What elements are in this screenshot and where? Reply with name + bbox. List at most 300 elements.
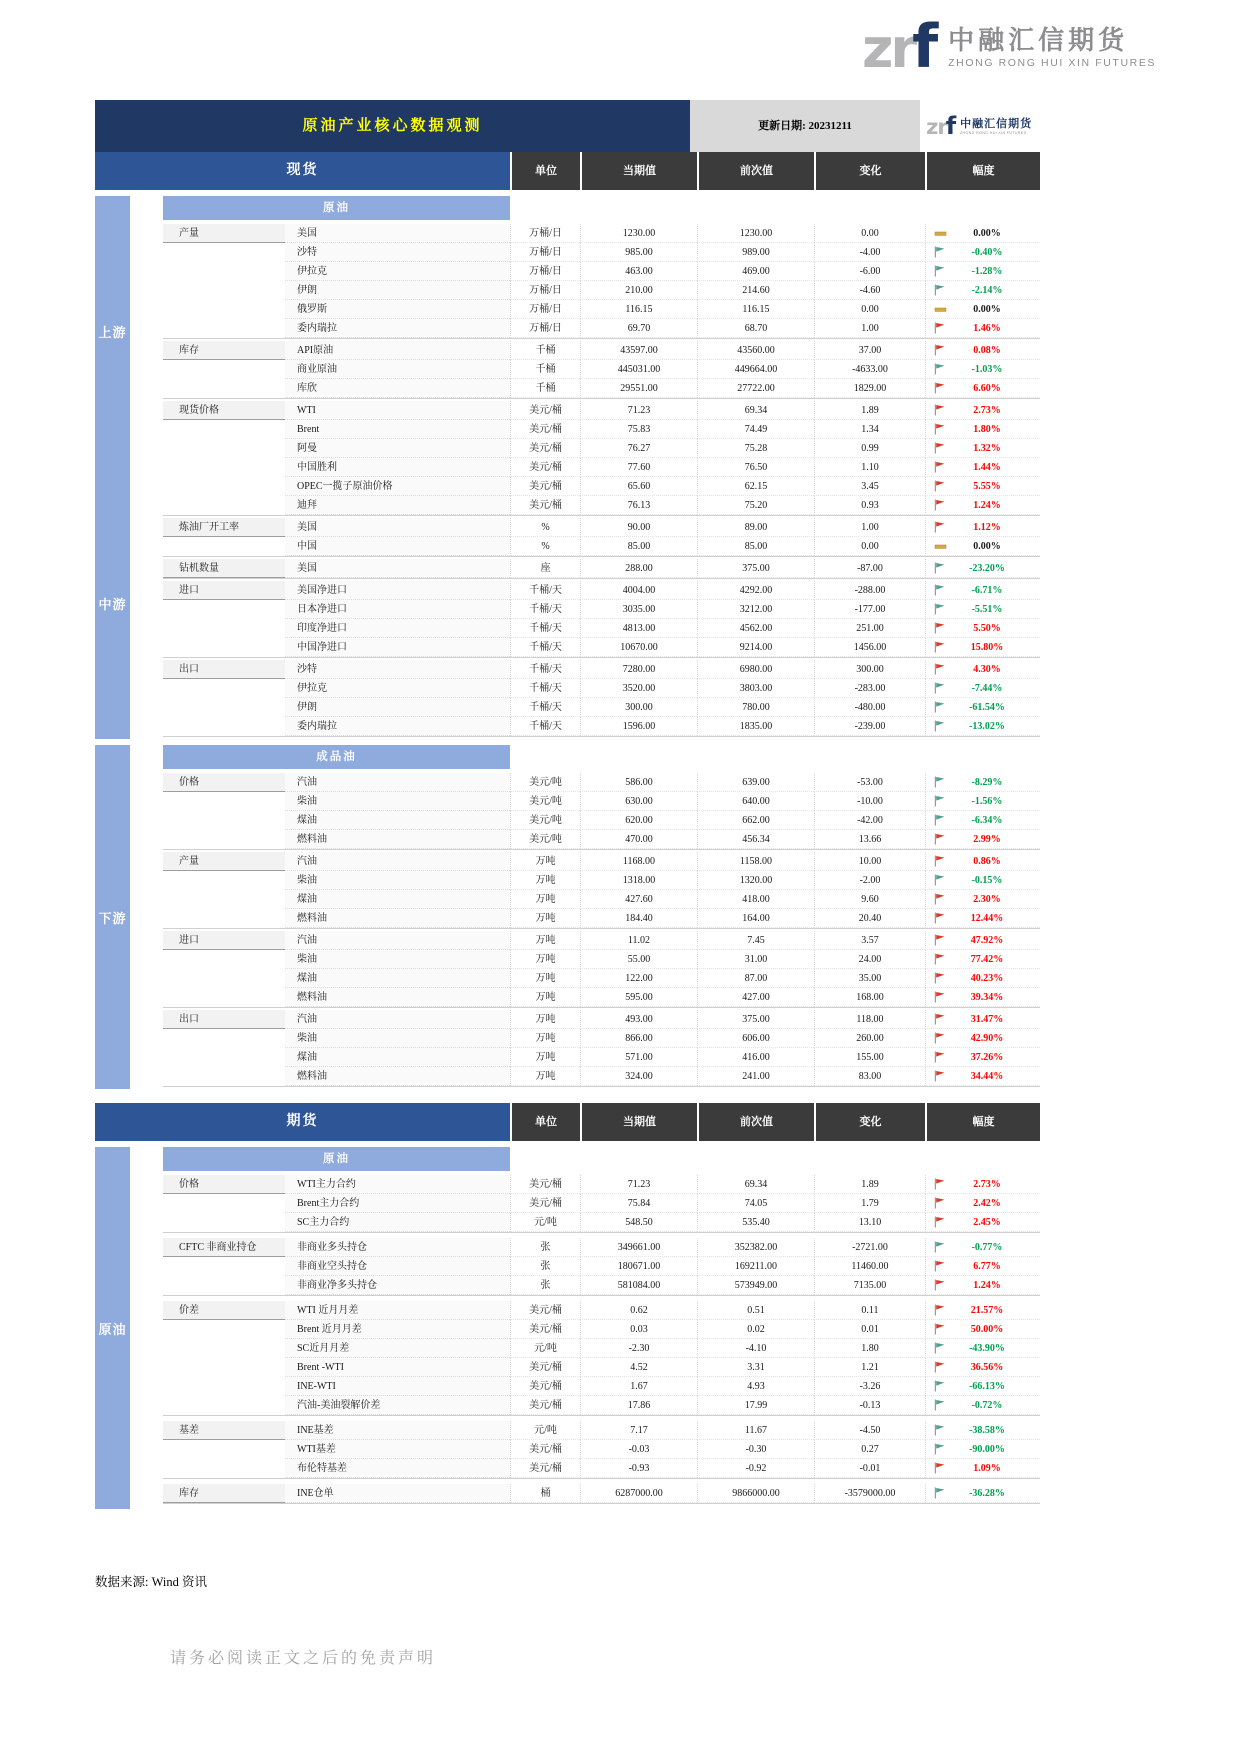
item-label: 俄罗斯 bbox=[285, 300, 510, 319]
table-row bbox=[163, 830, 1040, 849]
previous-value: 469.00 bbox=[697, 262, 814, 281]
change-value: 1.89 bbox=[814, 1175, 925, 1194]
item-label: 迪拜 bbox=[285, 496, 510, 515]
current-value: 349661.00 bbox=[580, 1238, 697, 1257]
change-value: 1456.00 bbox=[814, 638, 925, 657]
unit-cell: 千桶 bbox=[510, 341, 580, 360]
table-row bbox=[163, 496, 1040, 515]
unit-cell: 万桶/日 bbox=[510, 300, 580, 319]
previous-value: 352382.00 bbox=[697, 1238, 814, 1257]
pct-cell bbox=[925, 1440, 1040, 1459]
change-value: 9.60 bbox=[814, 890, 925, 909]
pct-cell bbox=[925, 420, 1040, 439]
item-label: 柴油 bbox=[285, 871, 510, 890]
pct-value: 34.44% bbox=[970, 1070, 1004, 1082]
table-row bbox=[163, 518, 1040, 537]
pct-cell bbox=[925, 581, 1040, 600]
up-flag-icon bbox=[934, 1032, 948, 1044]
pct-cell bbox=[925, 1238, 1040, 1257]
current-value: 85.00 bbox=[580, 537, 697, 556]
pct-cell bbox=[925, 1301, 1040, 1320]
table-row bbox=[163, 1440, 1040, 1459]
pct-value: 1.24% bbox=[973, 1279, 1001, 1291]
pct-value: 2.73% bbox=[973, 1178, 1001, 1190]
pct-value: -2.14% bbox=[971, 284, 1003, 296]
current-value: 29551.00 bbox=[580, 379, 697, 398]
item-label: 燃料油 bbox=[285, 909, 510, 928]
pct-cell bbox=[925, 773, 1040, 792]
item-label: 库欣 bbox=[285, 379, 510, 398]
pct-value: -0.40% bbox=[971, 246, 1003, 258]
unit-cell: 万吨 bbox=[510, 950, 580, 969]
unit-cell: 千桶/天 bbox=[510, 679, 580, 698]
previous-value: 27722.00 bbox=[697, 379, 814, 398]
category-cell: 进口 bbox=[163, 581, 285, 600]
table-row bbox=[163, 420, 1040, 439]
pct-value: -8.29% bbox=[971, 776, 1003, 788]
change-value: 1.21 bbox=[814, 1358, 925, 1377]
table-row bbox=[163, 300, 1040, 319]
pct-cell bbox=[925, 262, 1040, 281]
item-label: 非商业空头持仓 bbox=[285, 1257, 510, 1276]
current-value: 7.17 bbox=[580, 1421, 697, 1440]
category-cell: 库存 bbox=[163, 1484, 285, 1503]
current-value: 180671.00 bbox=[580, 1257, 697, 1276]
pct-cell bbox=[925, 1421, 1040, 1440]
item-label: 印度净进口 bbox=[285, 619, 510, 638]
pct-value: 1.32% bbox=[973, 442, 1001, 454]
section-sidebar bbox=[95, 196, 130, 739]
unit-cell: 美元/桶 bbox=[510, 458, 580, 477]
unit-cell: 千桶/天 bbox=[510, 581, 580, 600]
previous-value: 416.00 bbox=[697, 1048, 814, 1067]
change-value: 0.00 bbox=[814, 537, 925, 556]
item-label: 商业原油 bbox=[285, 360, 510, 379]
item-label: SC近月月差 bbox=[285, 1339, 510, 1358]
down-flag-icon bbox=[934, 1424, 948, 1436]
data-group bbox=[163, 581, 1040, 658]
unit-cell: 万吨 bbox=[510, 931, 580, 950]
down-flag-icon bbox=[934, 584, 948, 596]
change-value: -0.13 bbox=[814, 1396, 925, 1415]
category-cell bbox=[163, 360, 285, 379]
previous-value: 75.28 bbox=[697, 439, 814, 458]
column-header-pct: 幅度 bbox=[925, 1103, 1040, 1141]
current-value: 210.00 bbox=[580, 281, 697, 300]
table-row bbox=[163, 811, 1040, 830]
pct-value: 2.42% bbox=[973, 1197, 1001, 1209]
down-flag-icon bbox=[934, 1241, 948, 1253]
pct-value: 0.00% bbox=[973, 303, 1001, 315]
change-value: -10.00 bbox=[814, 792, 925, 811]
category-cell bbox=[163, 909, 285, 928]
page-title: 原油产业核心数据观测 bbox=[95, 100, 690, 152]
sidebar-label: 原油 bbox=[98, 1321, 127, 1337]
change-value: 37.00 bbox=[814, 341, 925, 360]
table-row bbox=[163, 1194, 1040, 1213]
previous-value: 116.15 bbox=[697, 300, 814, 319]
item-label: 汽油 bbox=[285, 1010, 510, 1029]
previous-value: 375.00 bbox=[697, 559, 814, 578]
section-content bbox=[163, 745, 1040, 1089]
change-value: -0.01 bbox=[814, 1459, 925, 1478]
unit-cell: 美元/桶 bbox=[510, 1175, 580, 1194]
current-value: 445031.00 bbox=[580, 360, 697, 379]
table-row bbox=[163, 619, 1040, 638]
previous-value: -0.30 bbox=[697, 1440, 814, 1459]
pct-cell bbox=[925, 1377, 1040, 1396]
previous-value: 74.49 bbox=[697, 420, 814, 439]
flat-dash-icon bbox=[934, 305, 948, 314]
item-label: WTI主力合约 bbox=[285, 1175, 510, 1194]
current-value: 184.40 bbox=[580, 909, 697, 928]
down-flag-icon bbox=[934, 246, 948, 258]
category-cell: 库存 bbox=[163, 341, 285, 360]
category-cell bbox=[163, 1257, 285, 1276]
item-label: INE-WTI bbox=[285, 1377, 510, 1396]
pct-value: 47.92% bbox=[970, 934, 1004, 946]
brand-logo bbox=[862, 12, 1157, 82]
table-row bbox=[163, 988, 1040, 1007]
pct-value: -7.44% bbox=[971, 682, 1003, 694]
pct-value: 15.80% bbox=[970, 641, 1004, 653]
current-value: 548.50 bbox=[580, 1213, 697, 1232]
unit-cell: 万吨 bbox=[510, 1029, 580, 1048]
table-row bbox=[163, 1358, 1040, 1377]
previous-value: 31.00 bbox=[697, 950, 814, 969]
current-value: 1596.00 bbox=[580, 717, 697, 736]
table-row bbox=[163, 1257, 1040, 1276]
brand-names bbox=[948, 25, 1157, 69]
pct-cell bbox=[925, 496, 1040, 515]
category-cell bbox=[163, 1339, 285, 1358]
table-row bbox=[163, 319, 1040, 338]
previous-value: 69.34 bbox=[697, 401, 814, 420]
previous-value: 3212.00 bbox=[697, 600, 814, 619]
change-value: 1.00 bbox=[814, 518, 925, 537]
previous-value: 780.00 bbox=[697, 698, 814, 717]
unit-cell: 万桶/日 bbox=[510, 224, 580, 243]
current-value: 866.00 bbox=[580, 1029, 697, 1048]
change-value: -4633.00 bbox=[814, 360, 925, 379]
previous-value: 639.00 bbox=[697, 773, 814, 792]
previous-value: 1230.00 bbox=[697, 224, 814, 243]
table-header-row bbox=[95, 1103, 1040, 1141]
item-label: 伊拉克 bbox=[285, 679, 510, 698]
previous-value: -4.10 bbox=[697, 1339, 814, 1358]
up-flag-icon bbox=[934, 1304, 948, 1316]
change-value: 168.00 bbox=[814, 988, 925, 1007]
unit-cell: 万吨 bbox=[510, 909, 580, 928]
current-value: 1.67 bbox=[580, 1377, 697, 1396]
down-flag-icon bbox=[934, 562, 948, 574]
change-value: 0.11 bbox=[814, 1301, 925, 1320]
pct-value: 1.80% bbox=[973, 423, 1001, 435]
table-row bbox=[163, 969, 1040, 988]
item-label: OPEC一揽子原油价格 bbox=[285, 477, 510, 496]
category-cell bbox=[163, 988, 285, 1007]
data-group bbox=[163, 852, 1040, 929]
unit-cell: 万桶/日 bbox=[510, 281, 580, 300]
pct-value: 1.46% bbox=[973, 322, 1001, 334]
unit-cell: 美元/桶 bbox=[510, 1459, 580, 1478]
table-row bbox=[163, 717, 1040, 736]
item-label: INE基差 bbox=[285, 1421, 510, 1440]
item-label: Brent -WTI bbox=[285, 1358, 510, 1377]
pct-value: 36.56% bbox=[970, 1361, 1004, 1373]
pct-cell bbox=[925, 1358, 1040, 1377]
table-row bbox=[163, 1048, 1040, 1067]
column-header-current: 当期值 bbox=[580, 1103, 697, 1141]
logo-f-text: f bbox=[912, 12, 939, 82]
pct-cell bbox=[925, 477, 1040, 496]
down-flag-icon bbox=[934, 1399, 948, 1411]
unit-cell: 座 bbox=[510, 559, 580, 578]
change-value: 7135.00 bbox=[814, 1276, 925, 1295]
tables-root bbox=[95, 152, 1040, 1509]
unit-cell: 桶 bbox=[510, 1484, 580, 1503]
category-cell bbox=[163, 792, 285, 811]
flat-dash-icon bbox=[934, 542, 948, 551]
previous-value: 375.00 bbox=[697, 1010, 814, 1029]
current-value: -2.30 bbox=[580, 1339, 697, 1358]
pct-cell bbox=[925, 698, 1040, 717]
current-value: 71.23 bbox=[580, 1175, 697, 1194]
data-group bbox=[163, 518, 1040, 557]
category-cell: 出口 bbox=[163, 660, 285, 679]
pct-cell bbox=[925, 341, 1040, 360]
up-flag-icon bbox=[934, 499, 948, 511]
pct-value: 4.30% bbox=[973, 663, 1001, 675]
up-flag-icon bbox=[934, 1051, 948, 1063]
up-flag-icon bbox=[934, 855, 948, 867]
table-row bbox=[163, 1029, 1040, 1048]
unit-cell: 千桶 bbox=[510, 360, 580, 379]
mini-logo-name-en: ZHONG RONG HUI XIN FUTURES bbox=[960, 129, 1027, 135]
category-cell bbox=[163, 1358, 285, 1377]
category-cell bbox=[163, 281, 285, 300]
item-label: 汽油-美油裂解价差 bbox=[285, 1396, 510, 1415]
section-content bbox=[163, 1147, 1040, 1509]
change-value: 1829.00 bbox=[814, 379, 925, 398]
category-cell: 钻机数量 bbox=[163, 559, 285, 578]
pct-value: -61.54% bbox=[969, 701, 1005, 713]
table-row bbox=[163, 890, 1040, 909]
pct-value: 12.44% bbox=[970, 912, 1004, 924]
pct-cell bbox=[925, 360, 1040, 379]
item-label: 汽油 bbox=[285, 852, 510, 871]
flat-dash-icon bbox=[934, 229, 948, 238]
pct-cell bbox=[925, 600, 1040, 619]
item-label: SC主力合约 bbox=[285, 1213, 510, 1232]
category-cell: 炼油厂开工率 bbox=[163, 518, 285, 537]
pct-cell bbox=[925, 660, 1040, 679]
down-flag-icon bbox=[934, 1342, 948, 1354]
pct-cell bbox=[925, 1029, 1040, 1048]
category-cell bbox=[163, 1276, 285, 1295]
current-value: 71.23 bbox=[580, 401, 697, 420]
pct-value: 21.57% bbox=[970, 1304, 1004, 1316]
table-row bbox=[163, 931, 1040, 950]
category-cell: 进口 bbox=[163, 931, 285, 950]
current-value: 4813.00 bbox=[580, 619, 697, 638]
up-flag-icon bbox=[934, 480, 948, 492]
change-value: -2721.00 bbox=[814, 1238, 925, 1257]
category-cell bbox=[163, 619, 285, 638]
change-value: 1.00 bbox=[814, 319, 925, 338]
current-value: 4.52 bbox=[580, 1358, 697, 1377]
unit-cell: 美元/桶 bbox=[510, 1320, 580, 1339]
data-group bbox=[163, 341, 1040, 399]
current-value: 595.00 bbox=[580, 988, 697, 1007]
change-value: 3.57 bbox=[814, 931, 925, 950]
category-cell bbox=[163, 698, 285, 717]
up-flag-icon bbox=[934, 663, 948, 675]
unit-cell: 美元/桶 bbox=[510, 1396, 580, 1415]
item-label: 汽油 bbox=[285, 931, 510, 950]
pct-cell bbox=[925, 281, 1040, 300]
current-value: 571.00 bbox=[580, 1048, 697, 1067]
up-flag-icon bbox=[934, 972, 948, 984]
down-flag-icon bbox=[934, 284, 948, 296]
unit-cell: 美元/桶 bbox=[510, 420, 580, 439]
column-header-change: 变化 bbox=[814, 152, 925, 190]
current-value: 4004.00 bbox=[580, 581, 697, 600]
pct-cell bbox=[925, 1067, 1040, 1086]
previous-value: 7.45 bbox=[697, 931, 814, 950]
pct-cell bbox=[925, 401, 1040, 420]
up-flag-icon bbox=[934, 1197, 948, 1209]
previous-value: 989.00 bbox=[697, 243, 814, 262]
table-row bbox=[163, 600, 1040, 619]
category-cell bbox=[163, 420, 285, 439]
current-value: 493.00 bbox=[580, 1010, 697, 1029]
previous-value: 4.93 bbox=[697, 1377, 814, 1396]
current-value: 76.13 bbox=[580, 496, 697, 515]
change-value: 0.27 bbox=[814, 1440, 925, 1459]
pct-value: -0.77% bbox=[971, 1241, 1003, 1253]
section-title: 原油 bbox=[163, 196, 510, 220]
change-value: -53.00 bbox=[814, 773, 925, 792]
pct-cell bbox=[925, 518, 1040, 537]
pct-cell bbox=[925, 1339, 1040, 1358]
up-flag-icon bbox=[934, 1462, 948, 1474]
unit-cell: 千桶 bbox=[510, 379, 580, 398]
mini-logo-zr: zr bbox=[926, 115, 947, 139]
sidebar-label: 中游 bbox=[98, 596, 127, 612]
current-value: 324.00 bbox=[580, 1067, 697, 1086]
current-value: 0.62 bbox=[580, 1301, 697, 1320]
item-label: 美国 bbox=[285, 224, 510, 243]
pct-cell bbox=[925, 717, 1040, 736]
change-value: 118.00 bbox=[814, 1010, 925, 1029]
current-value: 620.00 bbox=[580, 811, 697, 830]
unit-cell: 美元/吨 bbox=[510, 830, 580, 849]
pct-value: 42.90% bbox=[970, 1032, 1004, 1044]
change-value: 35.00 bbox=[814, 969, 925, 988]
change-value: -3579000.00 bbox=[814, 1484, 925, 1503]
current-value: -0.03 bbox=[580, 1440, 697, 1459]
pct-value: 5.50% bbox=[973, 622, 1001, 634]
change-value: 300.00 bbox=[814, 660, 925, 679]
pct-value: 0.00% bbox=[973, 227, 1001, 239]
pct-value: 6.60% bbox=[973, 382, 1001, 394]
table-row bbox=[163, 1459, 1040, 1478]
current-value: 17.86 bbox=[580, 1396, 697, 1415]
pct-value: 0.08% bbox=[973, 344, 1001, 356]
unit-cell: 万吨 bbox=[510, 1010, 580, 1029]
pct-cell bbox=[925, 950, 1040, 969]
table-row bbox=[163, 360, 1040, 379]
item-label: 委内瑞拉 bbox=[285, 319, 510, 338]
table-row bbox=[163, 341, 1040, 360]
previous-value: 87.00 bbox=[697, 969, 814, 988]
change-value: -4.50 bbox=[814, 1421, 925, 1440]
current-value: 11.02 bbox=[580, 931, 697, 950]
current-value: 586.00 bbox=[580, 773, 697, 792]
pct-value: -6.71% bbox=[971, 584, 1003, 596]
change-value: 1.79 bbox=[814, 1194, 925, 1213]
pct-value: 77.42% bbox=[970, 953, 1004, 965]
pct-cell bbox=[925, 1048, 1040, 1067]
pct-cell bbox=[925, 379, 1040, 398]
previous-value: 3803.00 bbox=[697, 679, 814, 698]
change-value: 251.00 bbox=[814, 619, 925, 638]
data-group bbox=[163, 773, 1040, 850]
pct-value: 2.73% bbox=[973, 404, 1001, 416]
current-value: 1168.00 bbox=[580, 852, 697, 871]
unit-cell: 千桶/天 bbox=[510, 717, 580, 736]
previous-value: 427.00 bbox=[697, 988, 814, 1007]
pct-value: 37.26% bbox=[970, 1051, 1004, 1063]
table-row bbox=[163, 224, 1040, 243]
table-row bbox=[163, 458, 1040, 477]
pct-value: 40.23% bbox=[970, 972, 1004, 984]
header-mini-logo bbox=[920, 100, 1040, 152]
previous-value: 640.00 bbox=[697, 792, 814, 811]
previous-value: 9214.00 bbox=[697, 638, 814, 657]
item-label: 柴油 bbox=[285, 792, 510, 811]
section-title: 成品油 bbox=[163, 745, 510, 769]
change-value: -239.00 bbox=[814, 717, 925, 736]
table-row bbox=[163, 401, 1040, 420]
category-cell bbox=[163, 830, 285, 849]
category-cell bbox=[163, 1194, 285, 1213]
pct-value: -90.00% bbox=[969, 1443, 1005, 1455]
category-cell bbox=[163, 679, 285, 698]
item-label: INE仓单 bbox=[285, 1484, 510, 1503]
table-section bbox=[95, 196, 1040, 739]
up-flag-icon bbox=[934, 382, 948, 394]
change-value: 20.40 bbox=[814, 909, 925, 928]
current-value: 90.00 bbox=[580, 518, 697, 537]
change-value: 1.34 bbox=[814, 420, 925, 439]
table-row bbox=[163, 243, 1040, 262]
data-group bbox=[163, 559, 1040, 579]
pct-cell bbox=[925, 811, 1040, 830]
table-label: 期货 bbox=[95, 1103, 510, 1141]
down-flag-icon bbox=[934, 814, 948, 826]
item-label: Brent 近月月差 bbox=[285, 1320, 510, 1339]
unit-cell: 元/吨 bbox=[510, 1213, 580, 1232]
pct-cell bbox=[925, 1320, 1040, 1339]
change-value: 155.00 bbox=[814, 1048, 925, 1067]
current-value: 427.60 bbox=[580, 890, 697, 909]
pct-value: 2.99% bbox=[973, 833, 1001, 845]
category-cell bbox=[163, 1440, 285, 1459]
category-cell: 产量 bbox=[163, 852, 285, 871]
unit-cell: 美元/吨 bbox=[510, 792, 580, 811]
